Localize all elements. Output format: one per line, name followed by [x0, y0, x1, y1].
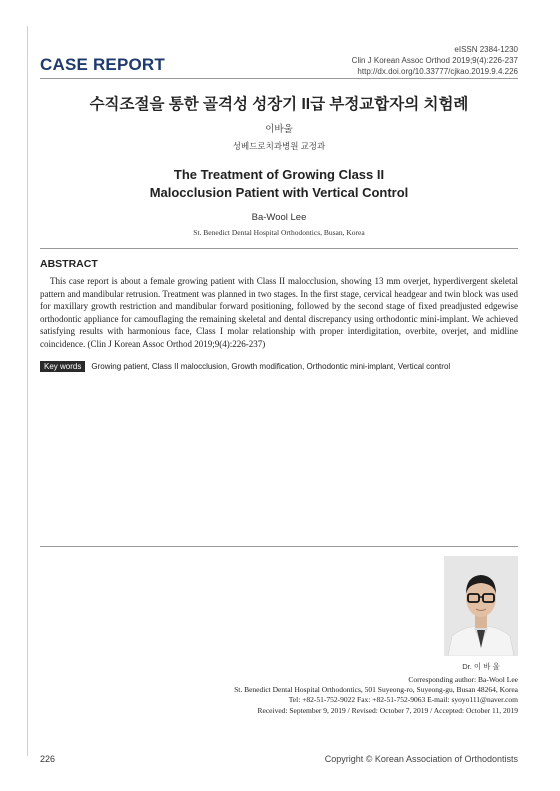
- author-english: Ba-Wool Lee: [251, 212, 307, 223]
- photo-caption: Dr. 이 바 울: [462, 662, 500, 671]
- title-english-line1: The Treatment of Growing Class II: [173, 167, 385, 182]
- author-korean: 이바울: [265, 124, 293, 135]
- title-korean: 수직조절을 통한 골격성 성장기 II급 부정교합자의 치험례: [89, 96, 469, 113]
- left-margin-rule: [27, 26, 28, 756]
- copyright-notice: Copyright © Korean Association of Orthodontists: [324, 754, 518, 764]
- title-english-line2: Malocclusion Patient with Vertical Control: [149, 185, 409, 200]
- eissn: eISSN 2384-1230: [454, 45, 518, 54]
- abstract-text: This case report is about a female growing patient with Class II malocclusion, showing 13 mm overjet, hyperdivergent skeletal pattern and mandibular retrusion. Treatment was planned in two stages. In the first stage, cervical headgear and twin block was used for maxillary growth restriction and mandibular forward positioning, followed by the second stage of fixed preadjusted edgewise orthodontic appliance for camouflaging the remaining skeletal and dental discrepancy using orthodontic mini-implant. We achieved satisfying results with harmonious face, Class I molar relationship with proper interdigitation, overbite, overjet, and midline coincidence. (Clin J Korean Assoc Orthod 2019;9(4):226-237): [40, 276, 518, 349]
- author-photo: [444, 556, 518, 656]
- citation: Clin J Korean Assoc Orthod 2019;9(4):226-237: [351, 56, 518, 65]
- keywords-label: Key words: [40, 361, 85, 372]
- journal-meta: [352, 44, 518, 77]
- manuscript-dates: Received: September 9, 2019 / Revised: October 7, 2019 / Accepted: October 11, 2019: [257, 705, 518, 715]
- corresponding-author: Corresponding author: Ba-Wool Lee: [408, 675, 518, 684]
- affiliation-korean: 성베드로치과병원 교정과: [232, 141, 326, 151]
- affiliation-english: St. Benedict Dental Hospital Orthodontics, Busan, Korea: [193, 228, 365, 237]
- page-number: 226: [40, 754, 56, 764]
- doi-link[interactable]: http://dx.doi.org/10.33777/cjkao.2019.9.4.226: [357, 67, 518, 76]
- keywords-row: [40, 361, 518, 372]
- correspondence-block: [234, 675, 518, 716]
- title-english: [40, 166, 518, 202]
- section-label: CASE REPORT: [40, 55, 165, 74]
- keywords-text: Growing patient, Class II malocclusion, Growth modification, Orthodontic mini-implant, Vertical control: [91, 362, 451, 371]
- author-portrait-icon: [444, 556, 518, 656]
- abstract-heading: ABSTRACT: [40, 258, 98, 270]
- corresponding-address: St. Benedict Dental Hospital Orthodontics, 501 Suyeong-ro, Suyeong-gu, Busan 48264, Korea: [234, 685, 518, 695]
- corresponding-contact: Tel: +82-51-752-9022 Fax: +82-51-752-9063 E-mail: syoyo111@naver.com: [288, 695, 518, 705]
- abstract-divider: [40, 248, 518, 249]
- footer-divider: [40, 546, 518, 547]
- header-divider: [40, 78, 518, 79]
